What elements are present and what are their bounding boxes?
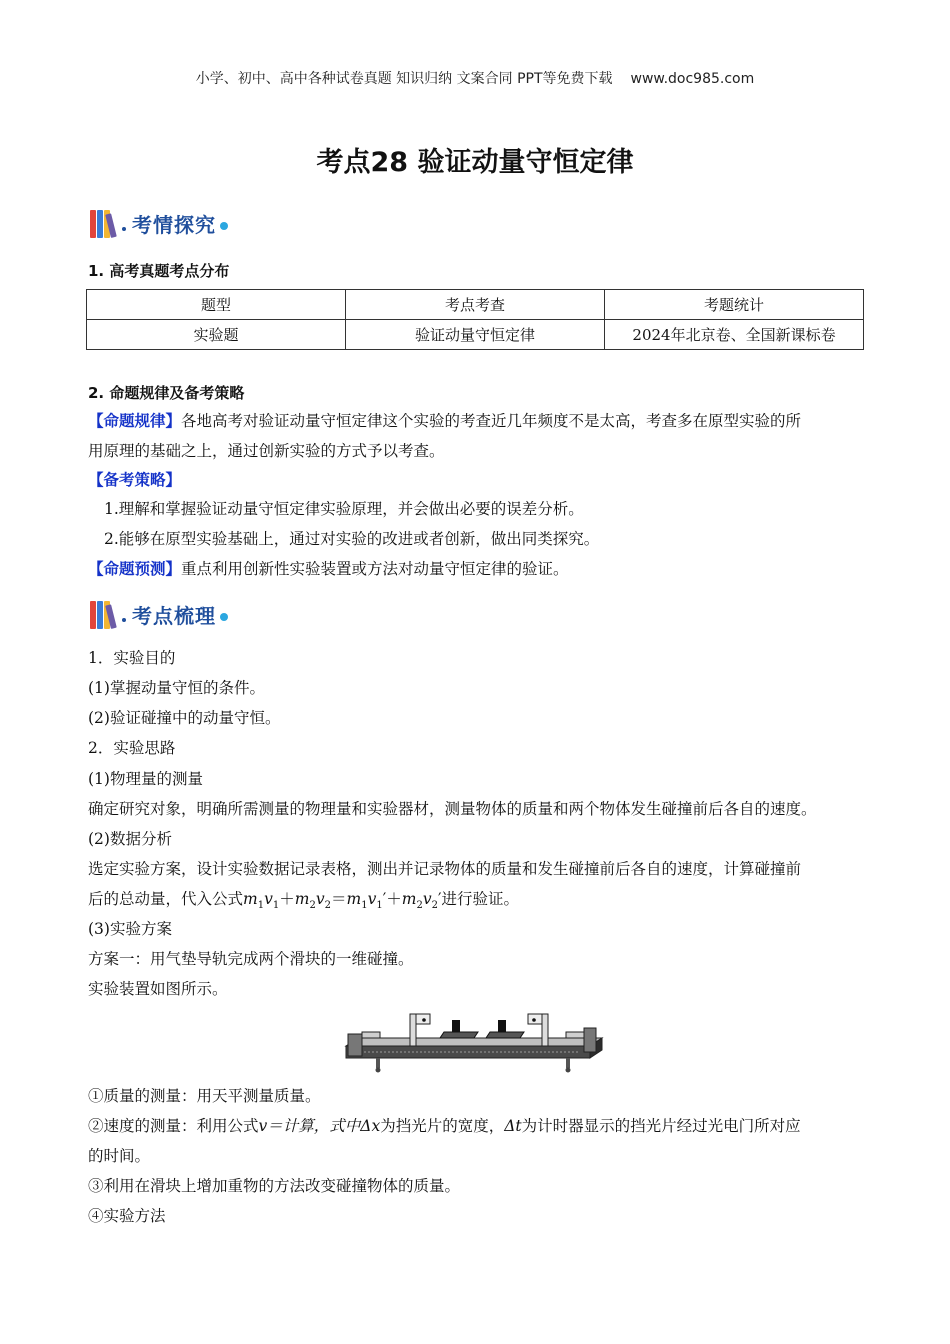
banner-exam-analysis: [90, 205, 228, 241]
table-cell: 2024年北京卷、全国新课标卷: [605, 320, 864, 350]
table-header-cell: 题型: [87, 290, 346, 320]
air-track-figure: [340, 1008, 610, 1078]
predict-paragraph: [88, 554, 868, 584]
strategy-item: 1.理解和掌握验证动量守恒定律实验原理，并会做出必要的误差分析。: [104, 500, 584, 518]
body-line: (2)验证碰撞中的动量守恒。: [88, 709, 281, 727]
header-url[interactable]: www.doc985.com: [630, 71, 755, 87]
body-line: ①质量的测量：用天平测量质量。: [88, 1087, 321, 1105]
body-line: ②速度的测量：利用公式v＝计算，式中Δx为挡光片的宽度，Δt为计时器显示的挡光片经过光电门所对应: [88, 1117, 801, 1135]
section-heading: 2. 命题规律及备考策略: [88, 384, 245, 402]
strategy-item: 2.能够在原型实验基础上，通过对实验的改进或者创新，做出同类探究。: [104, 530, 600, 548]
body-line: (3)实验方案: [88, 920, 172, 938]
body-line: ④实验方法: [88, 1207, 166, 1225]
table-cell: 实验题: [87, 320, 346, 350]
body-line: ③利用在滑块上增加重物的方法改变碰撞物体的质量。: [88, 1177, 461, 1195]
body-line: 方案一：用气垫导轨完成两个滑块的一维碰撞。: [88, 950, 414, 968]
predict-text: 重点利用创新性实验装置或方法对动量守恒定律的验证。: [181, 560, 569, 578]
body-line: (1)掌握动量守恒的条件。: [88, 679, 265, 697]
banner-title: 考情探究: [132, 212, 216, 237]
predict-label: 【命题预测】: [88, 559, 182, 578]
body-line: 后的总动量，代入公式$m_1v_1+m_2v_2=m_1v_1'+m_2v_2'$进行验证。: [88, 890, 519, 912]
table-header-cell: 考点考查: [346, 290, 605, 320]
momentum-formula: $m_1v_1+m_2v_2=m_1v_1'+m_2v_2'$: [243, 890, 442, 912]
books-icon: [90, 208, 122, 238]
dot-icon: [220, 613, 228, 621]
body-line: 1．实验目的: [88, 649, 176, 667]
page-header: [0, 68, 950, 88]
body-line: 2．实验思路: [88, 739, 176, 757]
section-heading: 1. 高考真题考点分布: [88, 262, 230, 280]
rule-label: 【命题规律】: [88, 411, 182, 430]
banner-title: 考点梳理: [132, 603, 216, 628]
table-cell: 验证动量守恒定律: [346, 320, 605, 350]
header-text: 小学、初中、高中各种试卷真题 知识归纳 文案合同 PPT等免费下载: [195, 71, 613, 87]
rule-continued: 用原理的基础之上，通过创新实验的方式予以考查。: [88, 442, 445, 460]
rule-text: 各地高考对验证动量守恒定律这个实验的考查近几年频度不是太高，考查多在原型实验的所: [181, 412, 802, 430]
body-line: 的时间。: [88, 1147, 151, 1165]
body-line: 实验装置如图所示。: [88, 980, 228, 998]
exam-table: [86, 289, 864, 350]
body-line: (1)物理量的测量: [88, 770, 203, 788]
body-line: 确定研究对象，明确所需测量的物理量和实验器材，测量物体的质量和两个物体发生碰撞前后各自的速度。: [88, 800, 817, 818]
rule-paragraph: [88, 406, 868, 436]
table-header-cell: 考题统计: [605, 290, 864, 320]
body-line: (2)数据分析: [88, 830, 172, 848]
dot-icon: [220, 222, 228, 230]
table-header-row: [87, 290, 864, 320]
page-title: 考点28 验证动量守恒定律: [316, 147, 634, 178]
strategy-label: 【备考策略】: [88, 470, 182, 489]
books-icon: [90, 599, 122, 629]
banner-key-points: [90, 596, 228, 632]
body-line: 选定实验方案，设计实验数据记录表格，测出并记录物体的质量和发生碰撞前后各自的速度，计算碰撞前: [88, 860, 802, 878]
table-row: [87, 320, 864, 350]
